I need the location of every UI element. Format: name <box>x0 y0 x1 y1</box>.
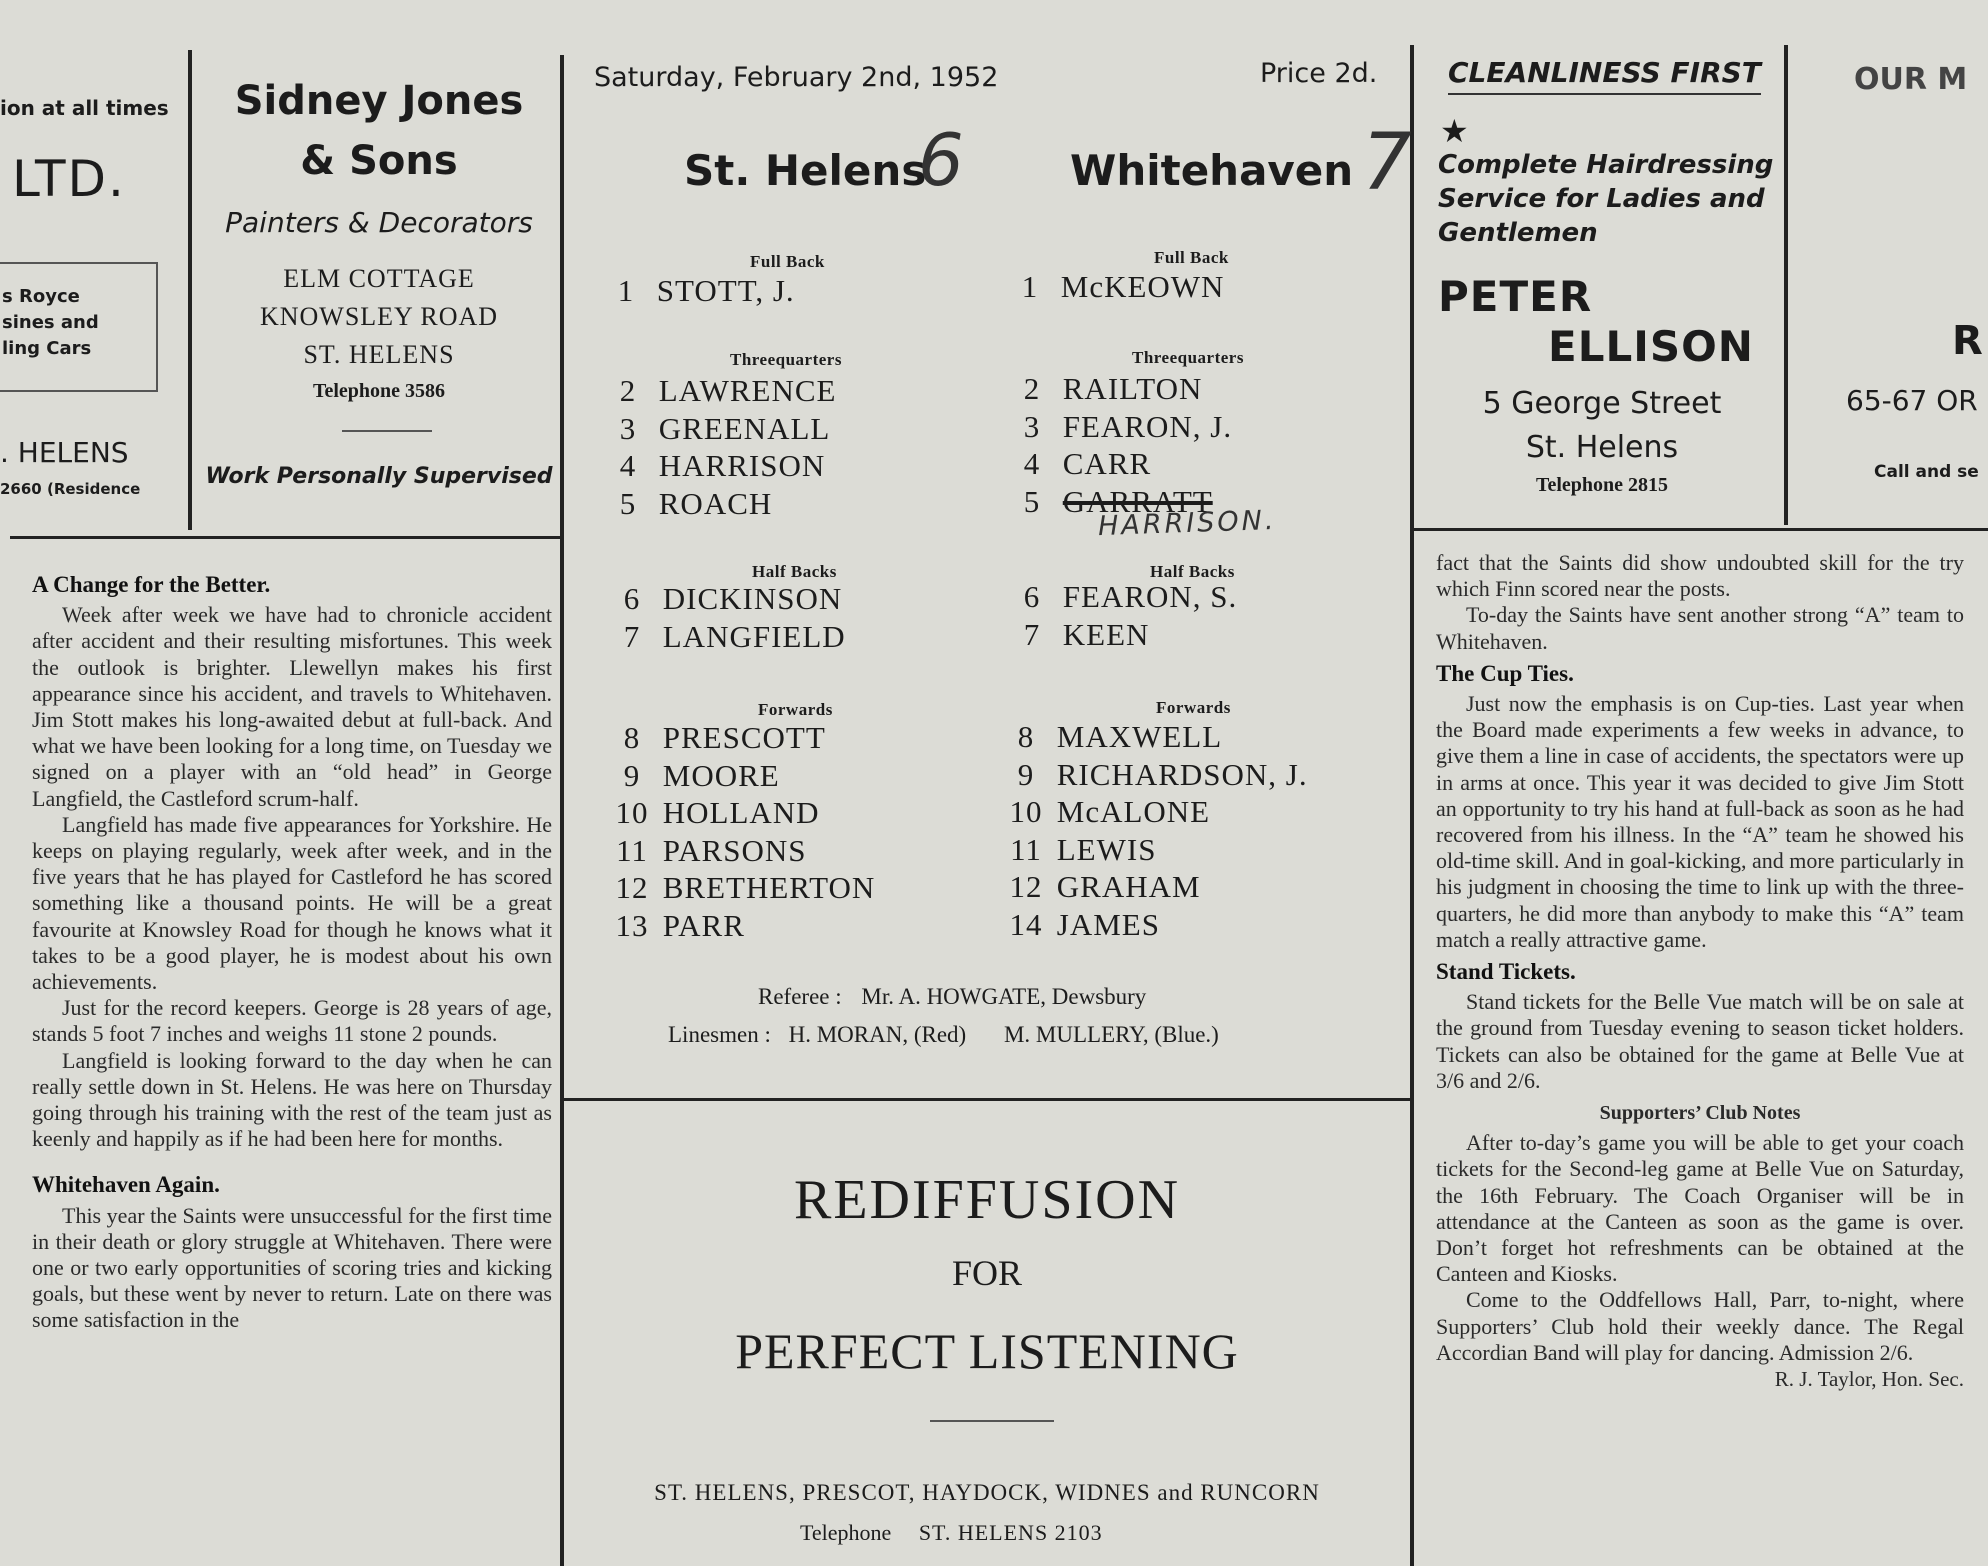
away-threequarters-list <box>1010 370 1232 520</box>
player-row <box>610 580 846 618</box>
player-name: GREENALL <box>658 410 831 446</box>
player-name: MOORE <box>662 757 780 793</box>
player-name: FEARON, S. <box>1062 579 1238 614</box>
player-number: 11 <box>616 832 648 868</box>
home-full-back-label: Full Back <box>750 252 825 271</box>
player-row <box>606 485 836 523</box>
player-number: 13 <box>615 907 649 943</box>
article-heading: A Change for the Better. <box>32 572 271 597</box>
player-name: HARRISON <box>658 448 826 483</box>
article-paragraph: Langfield has made five appearances for Yorkshire. He keeps on playing regularly, week after week, and in the five years that he has played for Castleford he has scored something like a thousand points. He will be a great favourite at Knowsley Road for though he knows what it takes to be a good player, he is modest about his own achievements. <box>32 811 552 995</box>
signature: R. J. Taylor, Hon. Sec. <box>1774 1367 1964 1392</box>
programme-price: Price 2d. <box>1260 58 1378 89</box>
player-number: 6 <box>623 581 641 616</box>
article-heading: Whitehaven Again. <box>32 1172 220 1198</box>
player-name: JAMES <box>1056 906 1160 942</box>
linesman-blue: M. MULLERY, (Blue.) <box>1003 1022 1219 1047</box>
player-name: GRAHAM <box>1056 869 1201 904</box>
left-article <box>32 566 552 1334</box>
player-number: 8 <box>623 720 641 755</box>
player-name: MAXWELL <box>1056 719 1223 754</box>
hairdresser-line-2: Service for Ladies and <box>1438 184 1765 214</box>
home-threequarters-label: Threequarters <box>730 350 842 369</box>
player-name: McKEOWN <box>1060 269 1225 304</box>
player-number: 2 <box>1023 371 1041 406</box>
star-icon: ★ <box>1440 112 1469 150</box>
player-row <box>1004 831 1308 869</box>
article-paragraph: Stand tickets for the Belle Vue match will be on sale at the ground from Tuesday evening to season ticket holders. Tickets can also be obtained for the game at Belle Vue at 3/6 and 2/6. <box>1436 989 1964 1093</box>
player-number: 9 <box>1017 756 1035 792</box>
rediffusion-title: REDIFFUSION <box>793 1169 1181 1231</box>
player-row <box>606 447 836 485</box>
home-forwards-label: Forwards <box>758 700 833 719</box>
sidney-ad-address-1: ELM COTTAGE <box>283 264 475 293</box>
article-heading: Stand Tickets. <box>1436 959 1576 985</box>
away-forwards-list <box>1004 718 1308 943</box>
player-row <box>1010 616 1237 654</box>
home-team-name: St. Helens <box>684 146 927 195</box>
article-heading: The Cup Ties. <box>1436 660 1574 686</box>
player-name: LAWRENCE <box>658 373 837 408</box>
match-date: Saturday, February 2nd, 1952 <box>594 62 999 93</box>
sidney-ad-name-2: & Sons <box>300 138 458 184</box>
home-half-backs-list <box>610 580 846 655</box>
article-paragraph: Come to the Oddfellows Hall, Parr, to-night, where Supporters’ Club hold their weekly dance. The Regal Accordian Band will play for dancing. Admission 2/6. <box>1436 1287 1964 1365</box>
away-team-name: Whitehaven <box>1070 146 1354 195</box>
right-ad-call: Call and se <box>1874 462 1979 482</box>
section-rule <box>1412 528 1988 531</box>
sidney-ad-address-2: KNOWSLEY ROAD <box>259 302 499 331</box>
player-number: 6 <box>1023 579 1041 614</box>
player-number: 11 <box>1010 831 1042 867</box>
player-number: 3 <box>1023 408 1041 444</box>
away-full-back-label: Full Back <box>1154 248 1229 267</box>
player-name: PARR <box>662 907 745 943</box>
hairdresser-address-2: St. Helens <box>1525 430 1679 465</box>
column-rule <box>1410 45 1414 1566</box>
player-row <box>1004 793 1308 831</box>
rediffusion-for: FOR <box>951 1253 1023 1293</box>
sidney-ad-slogan: Work Personally Supervised <box>205 464 553 489</box>
rediffusion-towns: ST. HELENS, PRESCOT, HAYDOCK, WIDNES and RUNCORN <box>654 1480 1320 1505</box>
player-row <box>1004 906 1308 944</box>
left-ad-box <box>0 262 158 392</box>
player-row <box>610 832 875 870</box>
home-half-backs-label: Half Backs <box>752 562 837 581</box>
right-ad-letter: R <box>1952 318 1983 364</box>
article-paragraph: After to-day’s game you will be able to get your coach tickets for the Second-leg game at Belle Vue on Saturday, the 16th February. The Coach Organiser will be in attendance at the Canteen as soon as the game is over. Don’t forget hot refreshments can be obtained at the Canteen and Kiosks. <box>1436 1130 1964 1287</box>
hairdresser-name-1: PETER <box>1438 272 1593 321</box>
hairdresser-address-1: 5 George Street <box>1482 386 1722 421</box>
player-number: 2 <box>619 373 637 408</box>
away-half-backs-label: Half Backs <box>1150 562 1235 581</box>
player-number: 14 <box>1009 906 1043 942</box>
home-forwards-list <box>610 719 875 944</box>
sidney-ad-phone: Telephone 3586 <box>312 380 446 402</box>
player-number: 12 <box>1009 869 1043 904</box>
player-name: PRESCOTT <box>662 720 826 755</box>
away-forwards-label: Forwards <box>1156 698 1231 717</box>
hairdresser-line-1: Complete Hairdressing <box>1438 150 1774 180</box>
player-number: 9 <box>623 757 641 793</box>
player-number: 3 <box>619 410 637 446</box>
player-name: RICHARDSON, J. <box>1056 756 1308 792</box>
player-name: LEWIS <box>1056 831 1157 867</box>
player-name: ROACH <box>658 485 773 521</box>
rediffusion-phone-label: Telephone <box>800 1520 892 1545</box>
hairdresser-phone: Telephone 2815 <box>1535 474 1669 496</box>
player-row <box>1004 868 1308 906</box>
player-row <box>1010 370 1232 408</box>
article-paragraph: fact that the Saints did show undoubted skill for the try which Finn scored near the posts. <box>1436 550 1964 602</box>
player-row <box>610 869 875 907</box>
article-paragraph: Week after week we have had to chronicle accident after accident and their resulting misfortunes. This week the outlook is brighter. Llewellyn makes his first appearance since his accident, and travels to Whitehaven. Jim Stott makes his long-awaited debut at full-back. And what we have been looking for a long time, on Tuesday we signed on a player with an “old head” in George Langfield, the Castleford scrum-half. <box>32 602 552 811</box>
player-name: BRETHERTON <box>662 870 876 905</box>
player-name: KEEN <box>1062 616 1150 652</box>
linesmen-line <box>668 1022 1219 1048</box>
away-threequarters-label: Threequarters <box>1132 348 1244 367</box>
left-ad-top: ion at all times <box>0 96 169 120</box>
section-rule <box>10 536 562 539</box>
player-name: FEARON, J. <box>1062 408 1233 444</box>
referee-label: Referee : <box>758 984 842 1009</box>
player-row <box>1010 578 1237 616</box>
sidney-ad-trade: Painters & Decorators <box>225 206 533 239</box>
player-row <box>610 794 875 832</box>
player-row <box>610 618 846 656</box>
player-number: 10 <box>1009 794 1043 829</box>
handwritten-replacement: HARRISON. <box>1097 504 1277 543</box>
right-ad-address: 65-67 OR <box>1846 384 1978 417</box>
player-row <box>1004 756 1308 794</box>
player-number: 4 <box>1023 446 1041 481</box>
home-threequarters-list <box>606 372 836 522</box>
player-row <box>610 719 875 757</box>
article-paragraph: This year the Saints were unsuccessful for the first time in their death or glory struggle at Whitehaven. There were one or two early opportunities of scoring tries and kicking goals, but these went by never to return. Late on there was some satisfaction in the <box>32 1202 552 1333</box>
player-number: 1 <box>617 273 635 308</box>
left-ad-helens: . HELENS <box>0 436 129 469</box>
article-paragraph: Just now the emphasis is on Cup-ties. Last year when the Board made experiments a few weeks in advance, to give them a line in case of accidents, the spectators were up in arms at once. This year it was decided to give Jim Stott an opportunity to try his hand at full-back as soon as he had recovered from his illness. In the “A” team he showed his old-time skill. And in goal-kicking, and more particularly in his judgment in choosing the time to link up with the three-quarters, he did more than anybody to make this “A” team match a really attractive game. <box>1436 691 1964 952</box>
article-paragraph: Just for the record keepers. George is 28 years of age, stands 5 foot 7 inches and weighs 11 stone 2 pounds. <box>32 995 552 1047</box>
player-row <box>1008 268 1224 306</box>
sidney-ad-divider <box>342 430 432 432</box>
player-row <box>1010 445 1232 483</box>
away-half-backs-list <box>1010 578 1237 653</box>
player-number: 5 <box>1023 483 1041 519</box>
linesmen-label: Linesmen : <box>668 1022 771 1047</box>
column-rule <box>1784 45 1788 525</box>
player-name: CARR <box>1062 446 1152 481</box>
column-rule <box>188 50 192 530</box>
left-ad-box-line: ling Cars <box>2 338 92 359</box>
left-ad-box-line: sines and <box>2 312 99 333</box>
player-name: RAILTON <box>1062 371 1203 406</box>
left-ad-box-line: s Royce <box>2 286 80 307</box>
player-number: 8 <box>1017 719 1035 754</box>
left-ad-phone: 2660 (Residence <box>0 480 141 498</box>
sidney-ad-address-3: ST. HELENS <box>303 340 455 369</box>
player-row <box>1004 718 1308 756</box>
player-name: McALONE <box>1056 794 1211 829</box>
player-row <box>1010 408 1232 446</box>
player-number: 7 <box>1023 616 1041 652</box>
right-ad-line-1: OUR M <box>1854 62 1968 97</box>
home-score: 6 <box>918 118 964 202</box>
rediffusion-divider <box>930 1420 1054 1422</box>
player-name: DICKINSON <box>662 581 843 616</box>
rediffusion-phone-line <box>800 1520 1103 1546</box>
player-row <box>606 372 836 410</box>
article-paragraph: Langfield is looking forward to the day when he can really settle down in St. Helens. He was here on Thursday going through his training with the rest of the team just as keenly and happily as if he had been here for months. <box>32 1047 552 1152</box>
supporters-heading: Supporters’ Club Notes <box>1599 1102 1801 1125</box>
referee-line <box>758 984 1146 1010</box>
player-number: 4 <box>619 448 637 483</box>
player-number: 10 <box>615 795 649 830</box>
away-score: 7 <box>1362 118 1412 208</box>
player-name: LANGFIELD <box>662 618 846 654</box>
player-name: HOLLAND <box>662 795 820 830</box>
player-row <box>610 757 875 795</box>
hairdresser-line-3: Gentlemen <box>1438 218 1598 248</box>
player-number: 5 <box>619 485 637 521</box>
right-article <box>1436 550 1964 1392</box>
article-paragraph: To-day the Saints have sent another strong “A” team to Whitehaven. <box>1436 602 1964 654</box>
player-name: STOTT, J. <box>656 273 795 308</box>
struck-player-name: GARRATT <box>1062 483 1213 519</box>
player-row <box>610 907 875 945</box>
hairdresser-name-2: ELLISON <box>1548 322 1754 371</box>
player-name: PARSONS <box>662 832 807 868</box>
rediffusion-phone: ST. HELENS 2103 <box>918 1520 1103 1545</box>
player-number: 1 <box>1021 269 1039 304</box>
sidney-ad-name-1: Sidney Jones <box>234 78 524 124</box>
left-ad-ltd: LTD. <box>12 150 126 208</box>
section-rule <box>560 1098 1410 1101</box>
linesman-red: H. MORAN, (Red) <box>788 1022 967 1047</box>
player-row <box>604 272 795 310</box>
away-full-back-list <box>1008 268 1224 306</box>
player-row <box>606 410 836 448</box>
player-number: 7 <box>623 618 641 654</box>
player-number: 12 <box>615 870 649 905</box>
referee-name: Mr. A. HOWGATE, Dewsbury <box>861 984 1147 1009</box>
hairdresser-headline: CLEANLINESS FIRST <box>1448 56 1761 95</box>
rediffusion-tagline: PERFECT LISTENING <box>735 1323 1239 1379</box>
home-full-back-list <box>604 272 795 310</box>
